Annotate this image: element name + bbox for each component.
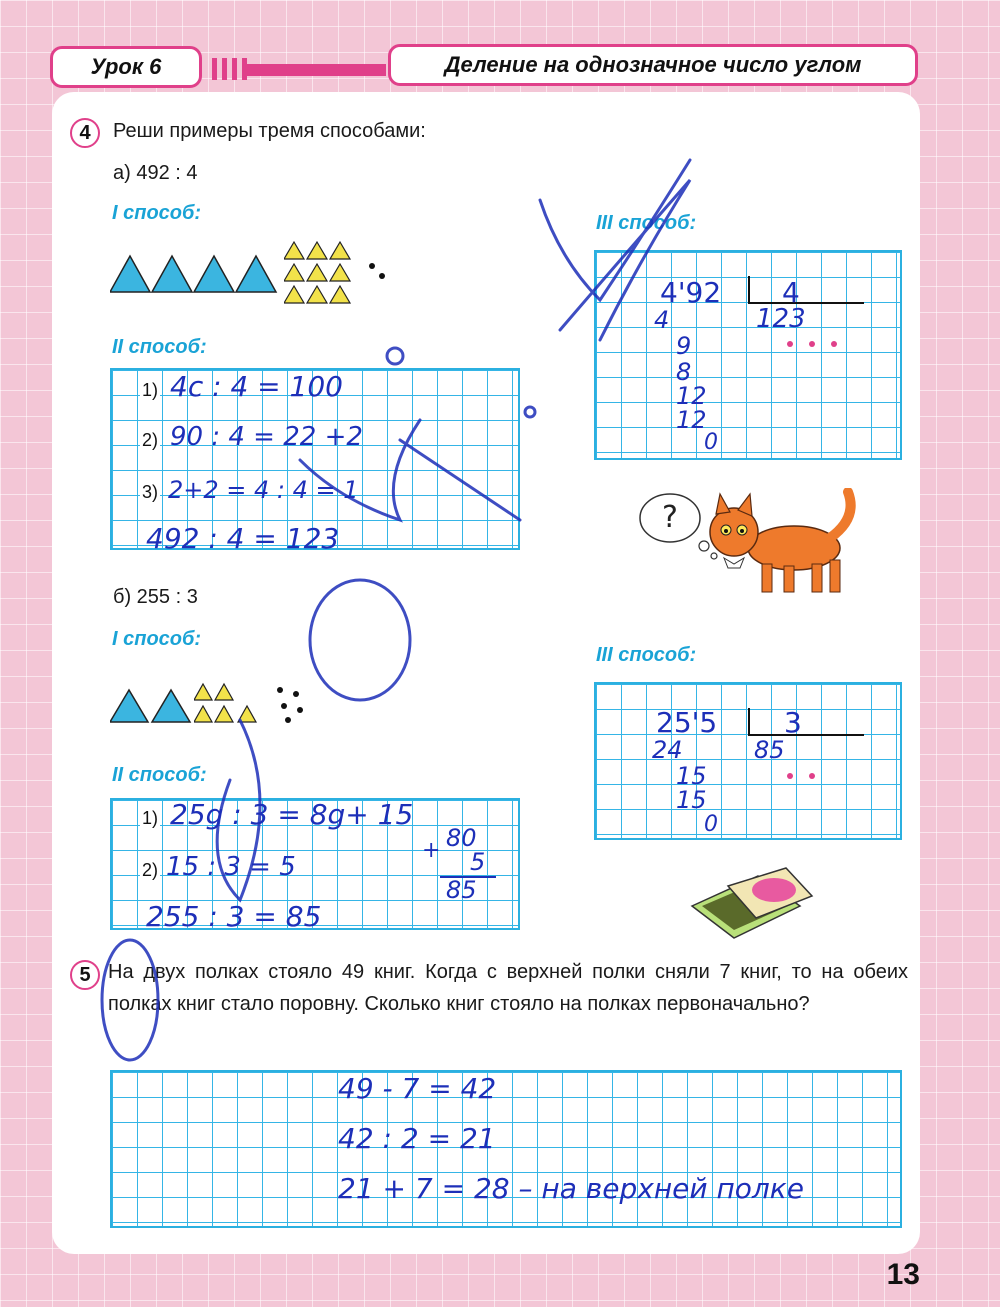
task4a-step: 12 <box>676 406 707 434</box>
task4a-method2-label: II способ: <box>112 336 207 358</box>
task4b-divisor: 3 <box>784 706 802 739</box>
task4a-step: 12 <box>676 382 707 410</box>
task4a-line1-label: 1) <box>142 380 159 400</box>
task4a-quotient: 123 <box>756 304 806 334</box>
task4b-step: 15 <box>676 762 707 790</box>
task5-solution-line: 42 : 2 = 21 <box>338 1122 496 1155</box>
task4a-divisor: 4 <box>782 276 800 309</box>
task5-problem: На двух полках стояло 49 книг. Когда с верхней полки сняли 7 книг, то на обеих полках книг стало поровну. Сколько книг стояло на полках первоначально? <box>108 961 908 1015</box>
lesson-text: Урок 6 <box>90 54 162 79</box>
task4b-method1-label: I способ: <box>112 628 202 650</box>
task4-number: 4 <box>70 118 100 148</box>
task4b-sum-term: 5 <box>470 848 486 876</box>
task4a-expression: а) 492 : 4 <box>113 162 198 184</box>
task4a-line2: 90 : 4 = 22 +2 <box>170 422 363 452</box>
task4a-line3: 2+2 = 4 : 4 = 1 <box>168 476 359 504</box>
task4a-line2-label: 2) <box>142 430 159 450</box>
task4b-step: 0 <box>704 812 718 837</box>
task4b-line2: 15 : 3 = 5 <box>166 852 296 882</box>
task4b-sum-result: 85 <box>446 876 477 904</box>
task4a-step: 0 <box>704 430 718 455</box>
task4a-method1-label: I способ: <box>112 202 202 224</box>
cat-thought-mark: ? <box>662 500 678 535</box>
task4a-dividend: 4'92 <box>660 276 722 309</box>
topic-text: Деление на однозначное число углом <box>444 52 862 77</box>
task4-instruction: Реши примеры тремя способами: <box>113 120 426 142</box>
task4b-dividend: 25'5 <box>656 706 718 739</box>
task5-number: 5 <box>70 960 100 990</box>
task4b-line1-label: 1) <box>142 808 159 828</box>
task4a-method3-label: III способ: <box>596 212 697 234</box>
task4a-step: 4 <box>654 306 670 334</box>
task4a-step: 9 <box>676 332 692 360</box>
task4b-sum-plus: + <box>422 838 441 863</box>
task4b-step: 15 <box>676 786 707 814</box>
task4b-quotient: 85 <box>754 736 785 764</box>
task4b-line4: 255 : 3 = 85 <box>146 900 322 933</box>
page-number: 13 <box>886 1258 920 1291</box>
task4b-method2-label: II способ: <box>112 764 207 786</box>
task4b-method3-label: III способ: <box>596 644 697 666</box>
task4a-line3-label: 3) <box>142 482 159 502</box>
task4a-line1: 4с : 4 = 100 <box>170 370 343 403</box>
task4b-line2-label: 2) <box>142 860 159 880</box>
task4b-sum-term: 80 <box>446 824 477 852</box>
task4a-step: 8 <box>676 358 692 386</box>
task4a-line4: 492 : 4 = 123 <box>146 522 340 555</box>
task5-solution-line: 49 - 7 = 42 <box>338 1072 497 1105</box>
task5-solution-line: 21 + 7 = 28 – на верхней полке <box>338 1172 804 1205</box>
task4b-step: 24 <box>652 736 683 764</box>
task4b-line1: 25g : 3 = 8g+ 15 <box>170 798 414 831</box>
task4b-expression: б) 255 : 3 <box>113 586 198 608</box>
